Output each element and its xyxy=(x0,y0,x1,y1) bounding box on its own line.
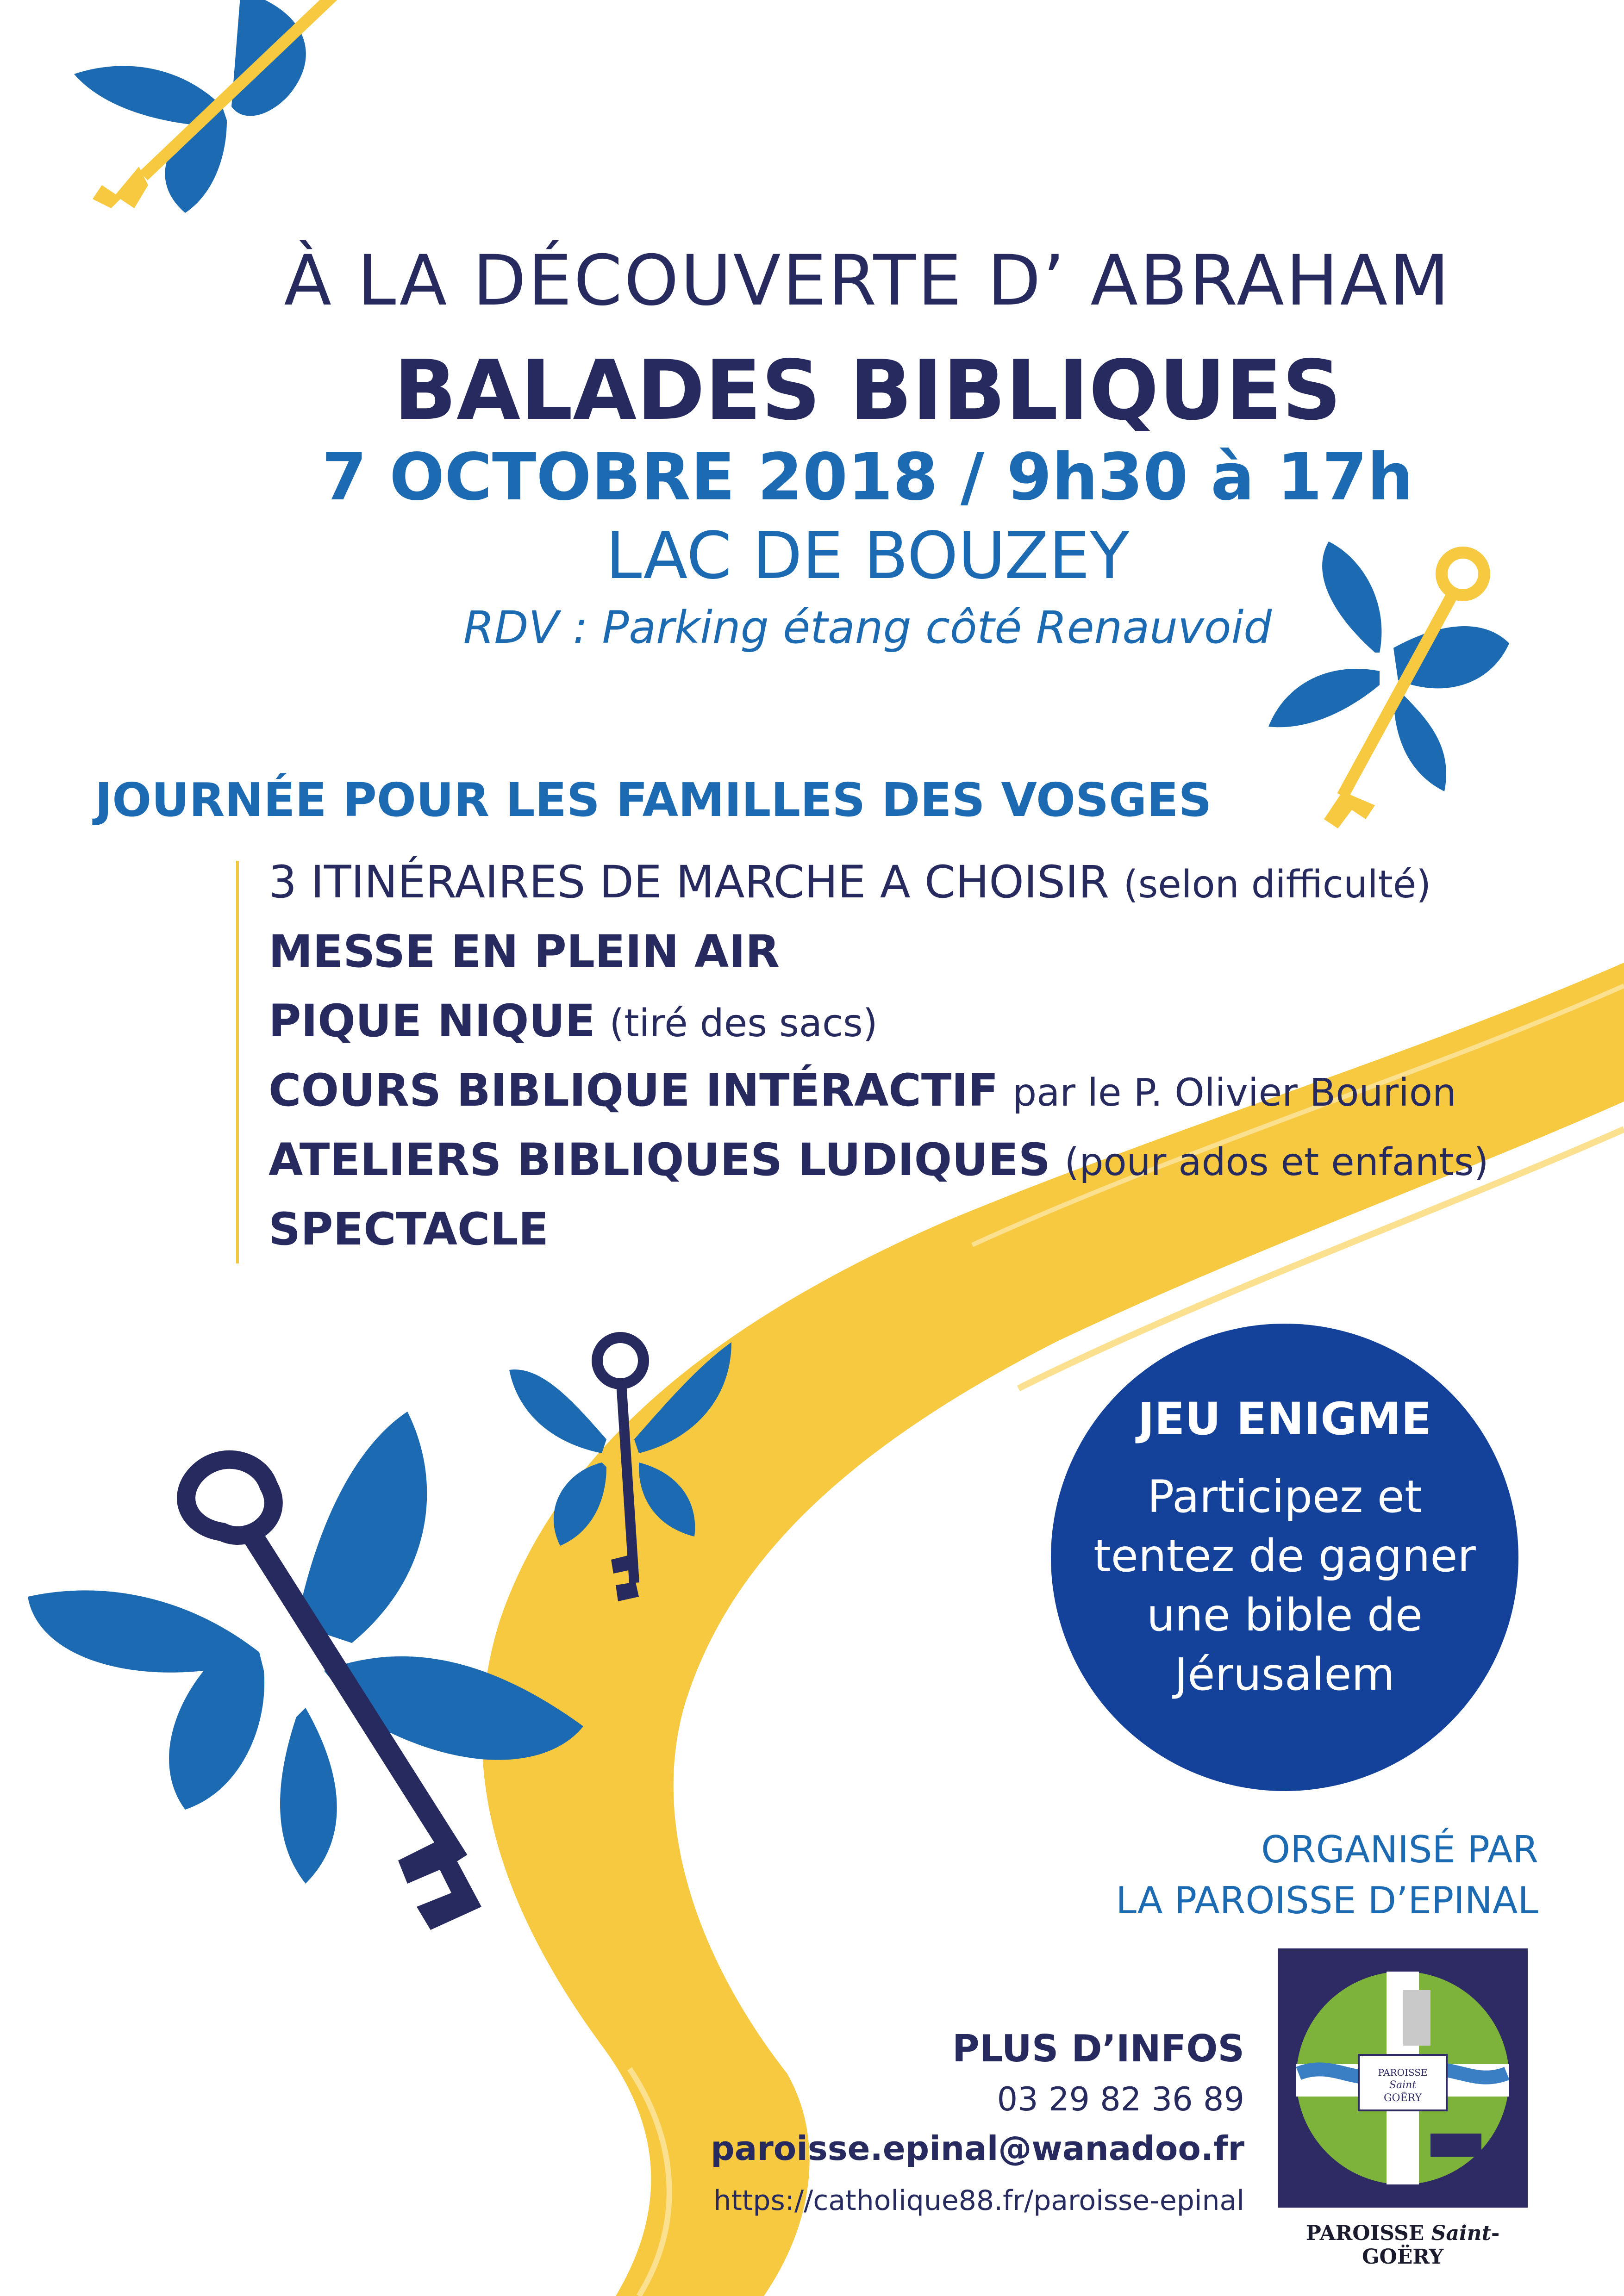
event-location: LAC DE BOUZEY xyxy=(606,518,1130,594)
event-date: 7 OCTOBRE 2018 / 9h30 à 17h xyxy=(322,440,1413,515)
organizer-label: ORGANISÉ PAR xyxy=(1261,1828,1538,1871)
svg-text:Saint: Saint xyxy=(1389,2079,1417,2091)
activity-label: MESSE EN PLEIN AIR xyxy=(269,926,780,977)
schedule-activity xyxy=(269,1064,1456,1116)
organizer-name: LA PAROISSE D’EPINAL xyxy=(1116,1879,1538,1922)
schedule-activity xyxy=(269,926,780,977)
activity-label: COURS BIBLIQUE INTÉRACTIF xyxy=(269,1064,999,1116)
activity-label: PIQUE NIQUE xyxy=(269,995,595,1047)
contest-circle xyxy=(1051,1324,1518,1791)
contact-email: paroisse.epinal@wanadoo.fr xyxy=(711,2129,1244,2168)
svg-text:GOËRY: GOËRY xyxy=(1383,2092,1422,2104)
activity-note: par le P. Olivier Bourion xyxy=(1012,1071,1456,1115)
butterfly-key-icon xyxy=(0,1393,620,1948)
meeting-point: RDV : Parking étang côté Renauvoid xyxy=(463,602,1272,653)
schedule-activity xyxy=(269,1203,549,1255)
schedule-list xyxy=(0,856,1624,1273)
logo-caption: PAROISSE Saint-GOËRY xyxy=(1305,2221,1500,2269)
activity-note: (tiré des sacs) xyxy=(609,1002,878,1045)
activity-label: ATELIERS BIBLIQUES LUDIQUES xyxy=(269,1134,1050,1186)
program-heading: JOURNÉE POUR LES FAMILLES DES VOSGES xyxy=(95,773,1212,827)
logo-emblem xyxy=(1278,1948,1528,2208)
contact-url: https://catholique88.fr/paroisse-epinal xyxy=(713,2184,1244,2217)
activity-note: (selon difficulté) xyxy=(1123,863,1431,907)
event-subtitle: À LA DÉCOUVERTE D’ ABRAHAM xyxy=(284,241,1451,321)
schedule-activity xyxy=(269,995,878,1047)
event-title: BALADES BIBLIQUES xyxy=(394,342,1342,438)
logo-emblem-icon xyxy=(1278,1948,1528,2208)
activity-label: 3 ITINÉRAIRES DE MARCHE A CHOISIR xyxy=(269,856,1110,908)
contact-phone: 03 29 82 36 89 xyxy=(997,2080,1244,2118)
schedule-activity xyxy=(269,1134,1489,1186)
activity-note: (pour ados et enfants) xyxy=(1064,1140,1489,1184)
contest-text: Participez et tentez de gagner une bible de Jérusalem xyxy=(1093,1471,1476,1700)
svg-text:PAROISSE: PAROISSE xyxy=(1378,2067,1428,2078)
schedule-activity xyxy=(269,856,1431,908)
contest-title: JEU ENIGME xyxy=(1137,1393,1432,1445)
butterfly-key-icon xyxy=(46,0,398,241)
contact-heading: PLUS D’INFOS xyxy=(952,2027,1244,2070)
activity-label: SPECTACLE xyxy=(269,1203,549,1255)
parish-logo xyxy=(1278,1948,1528,2269)
